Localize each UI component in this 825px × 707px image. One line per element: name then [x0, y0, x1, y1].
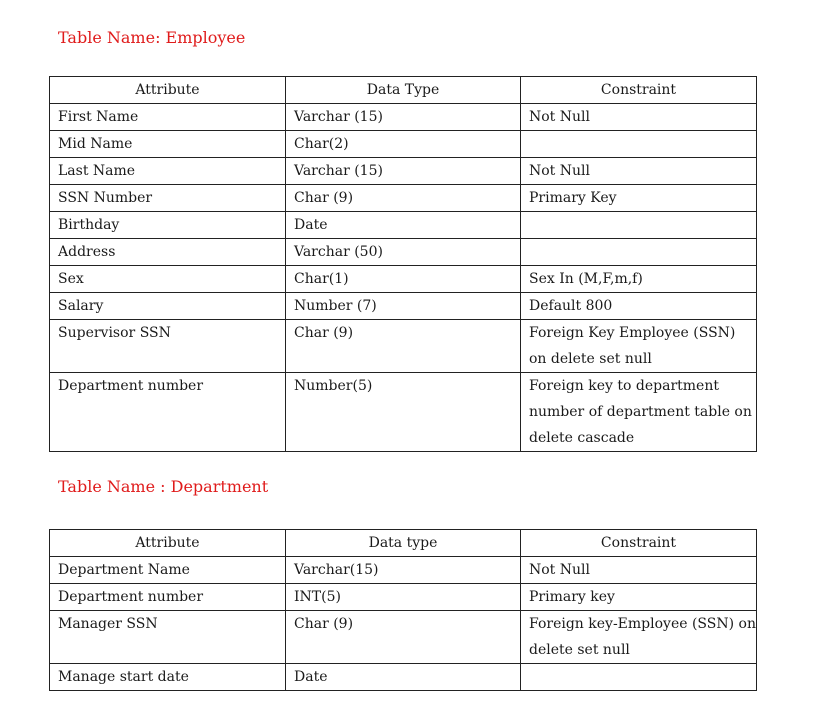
- data-type-cell: INT(5): [286, 584, 521, 611]
- table-row: [50, 557, 757, 584]
- data-type-cell: Number (7): [286, 293, 521, 320]
- data-type-cell: Char (9): [286, 185, 521, 212]
- table-row: [50, 664, 757, 691]
- attribute-cell: Sex: [50, 266, 286, 293]
- attribute-cell: Last Name: [50, 158, 286, 185]
- data-type-cell: Char (9): [286, 611, 521, 664]
- attribute-cell: Mid Name: [50, 131, 286, 158]
- employee-table-title: Table Name: Employee: [58, 28, 246, 47]
- constraint-cell: Foreign key-Employee (SSN) on delete set null: [521, 611, 757, 664]
- attribute-cell: Manager SSN: [50, 611, 286, 664]
- employee-table: [49, 76, 757, 452]
- table-row: [50, 611, 757, 664]
- attribute-cell: Manage start date: [50, 664, 286, 691]
- department-table-title: Table Name : Department: [58, 477, 269, 496]
- constraint-cell: Not Null: [521, 104, 757, 131]
- data-type-cell: Date: [286, 664, 521, 691]
- constraint-cell: Foreign Key Employee (SSN) on delete set null: [521, 320, 757, 373]
- data-type-cell: Varchar (15): [286, 158, 521, 185]
- table-row: [50, 212, 757, 239]
- constraint-cell: [521, 212, 757, 239]
- constraint-cell: Default 800: [521, 293, 757, 320]
- data-type-cell: Date: [286, 212, 521, 239]
- attribute-cell: SSN Number: [50, 185, 286, 212]
- table-row: [50, 373, 757, 452]
- attribute-cell: First Name: [50, 104, 286, 131]
- table-row: [50, 320, 757, 373]
- constraint-cell: Not Null: [521, 557, 757, 584]
- table-row: [50, 158, 757, 185]
- table-header-row: [50, 77, 757, 104]
- data-type-cell: Varchar (50): [286, 239, 521, 266]
- table-row: [50, 266, 757, 293]
- constraint-cell: [521, 664, 757, 691]
- data-type-cell: Number(5): [286, 373, 521, 452]
- table-row: [50, 293, 757, 320]
- data-type-cell: Char (9): [286, 320, 521, 373]
- column-header-attribute: Attribute: [50, 77, 286, 104]
- constraint-cell: Primary Key: [521, 185, 757, 212]
- constraint-cell: Foreign key to department number of department table on delete cascade: [521, 373, 757, 452]
- table-row: [50, 104, 757, 131]
- attribute-cell: Address: [50, 239, 286, 266]
- column-header-attribute: Attribute: [50, 530, 286, 557]
- data-type-cell: Varchar(15): [286, 557, 521, 584]
- constraint-cell: [521, 131, 757, 158]
- constraint-cell: Primary key: [521, 584, 757, 611]
- column-header-constraint: Constraint: [521, 77, 757, 104]
- attribute-cell: Supervisor SSN: [50, 320, 286, 373]
- attribute-cell: Department number: [50, 584, 286, 611]
- column-header-data-type: Data type: [286, 530, 521, 557]
- department-table: [49, 529, 757, 691]
- data-type-cell: Char(1): [286, 266, 521, 293]
- constraint-cell: [521, 239, 757, 266]
- table-row: [50, 584, 757, 611]
- attribute-cell: Birthday: [50, 212, 286, 239]
- attribute-cell: Department number: [50, 373, 286, 452]
- column-header-data-type: Data Type: [286, 77, 521, 104]
- table-row: [50, 239, 757, 266]
- constraint-cell: Not Null: [521, 158, 757, 185]
- table-row: [50, 131, 757, 158]
- constraint-cell: Sex In (M,F,m,f): [521, 266, 757, 293]
- column-header-constraint: Constraint: [521, 530, 757, 557]
- data-type-cell: Char(2): [286, 131, 521, 158]
- data-type-cell: Varchar (15): [286, 104, 521, 131]
- table-header-row: [50, 530, 757, 557]
- attribute-cell: Salary: [50, 293, 286, 320]
- table-row: [50, 185, 757, 212]
- attribute-cell: Department Name: [50, 557, 286, 584]
